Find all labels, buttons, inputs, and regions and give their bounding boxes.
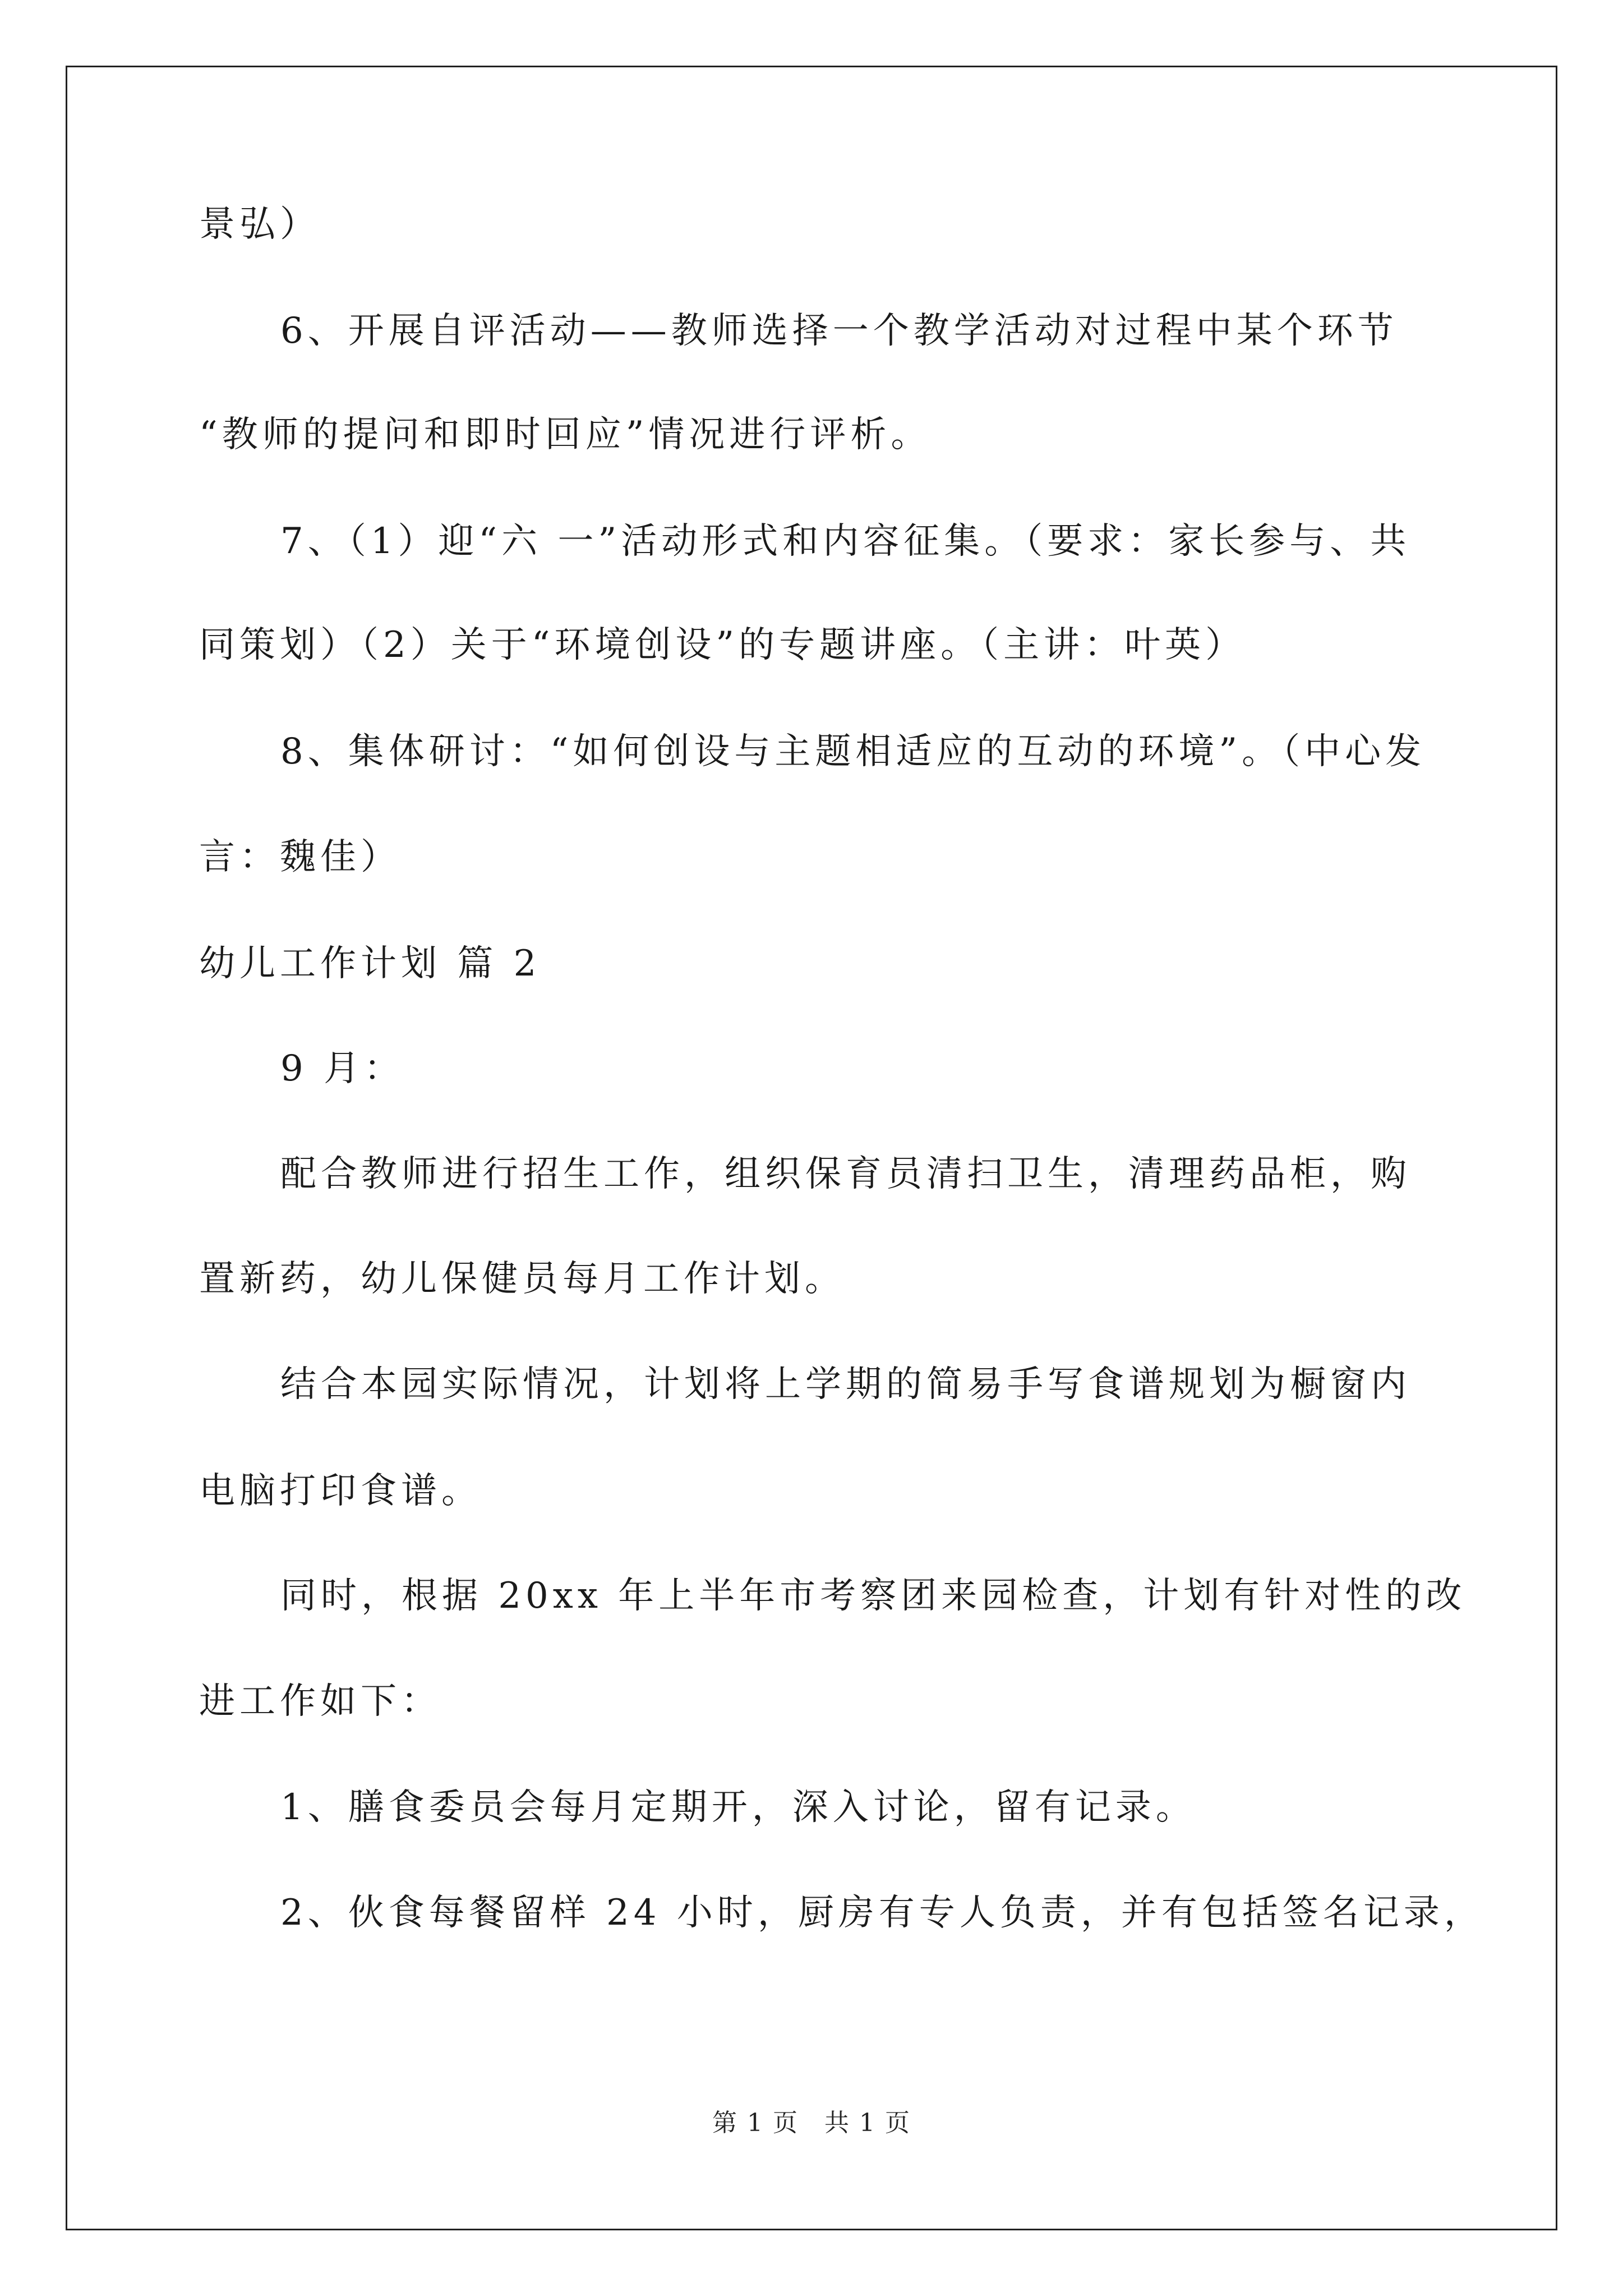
text-line: 景弘） bbox=[199, 204, 320, 245]
text-line: 置新药，幼儿保健员每月工作计划。 bbox=[199, 1258, 845, 1300]
text-line: 同时，根据 20xx 年上半年市考察团来园检查，计划有针对性的改 bbox=[280, 1575, 1467, 1617]
text-line: 进工作如下： bbox=[199, 1681, 441, 1722]
text-line: 结合本园实际情况，计划将上学期的简易手写食谱规划为橱窗内 bbox=[280, 1364, 1411, 1405]
text-line: 配合教师进行招生工作，组织保育员清扫卫生，清理药品柜，购 bbox=[280, 1153, 1411, 1195]
text-line: 同策划）（2）关于“环境创设”的专题讲座。（主讲：叶英） bbox=[199, 624, 1246, 666]
text-line: “教师的提问和即时回应”情况进行评析。 bbox=[199, 414, 932, 455]
text-line: 9 月： bbox=[280, 1048, 405, 1089]
text-line: 8、集体研讨：“如何创设与主题相适应的互动的环境”。（中心发 bbox=[280, 731, 1426, 772]
text-line: 2、伙食每餐留样 24 小时，厨房有专人负责，并有包括签名记录， bbox=[280, 1892, 1484, 1934]
text-line: 1、膳食委员会每月定期开，深入讨论，留有记录。 bbox=[280, 1787, 1196, 1828]
text-line: 言：魏佳） bbox=[199, 836, 401, 878]
text-line: 6、开展自评活动——教师选择一个教学活动对过程中某个环节 bbox=[280, 310, 1398, 352]
page-number: 第 1 页 共 1 页 bbox=[712, 2109, 911, 2137]
text-line: 7、（1）迎“六 一”活动形式和内容征集。（要求：家长参与、共 bbox=[280, 521, 1411, 562]
section-heading: 幼儿工作计划 篇 2 bbox=[199, 943, 541, 984]
text-line: 电脑打印食谱。 bbox=[199, 1470, 482, 1512]
